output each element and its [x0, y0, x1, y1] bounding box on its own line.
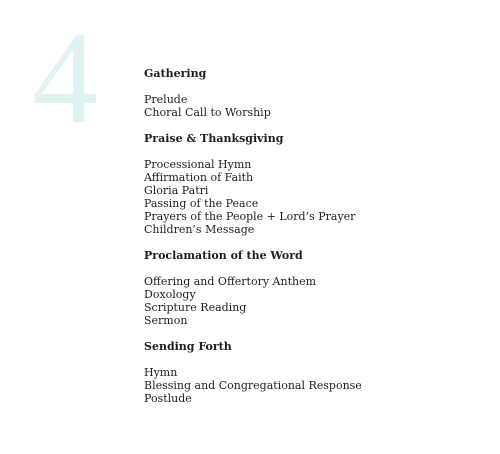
item-list [144, 275, 484, 327]
list-item: Postlude [144, 392, 192, 405]
section-title: Proclamation of the Word [144, 249, 303, 262]
list-item: Offering and Offertory Anthem [144, 275, 317, 288]
section-title: Sending Forth [144, 340, 232, 353]
list-item: Processional Hymn [144, 158, 252, 171]
order-of-worship [144, 67, 484, 418]
list-item: Hymn [144, 366, 178, 379]
list-item: Prayers of the People + Lord’s Prayer [144, 210, 356, 223]
section-proclamation [144, 249, 484, 327]
section-title: Praise & Thanksgiving [144, 132, 284, 145]
list-item: Children’s Message [144, 223, 255, 236]
section-title: Gathering [144, 67, 207, 80]
list-item: Doxology [144, 288, 196, 301]
list-item: Passing of the Peace [144, 197, 259, 210]
list-item: Prelude [144, 93, 188, 106]
item-list [144, 93, 484, 119]
item-list [144, 158, 484, 236]
list-item: Blessing and Congregational Response [144, 379, 362, 392]
list-item: Scripture Reading [144, 301, 247, 314]
section-gathering [144, 67, 484, 119]
list-item: Affirmation of Faith [144, 171, 254, 184]
section-number: 4 [32, 4, 98, 151]
list-item: Gloria Patri [144, 184, 209, 197]
section-sending-forth [144, 340, 484, 405]
list-item: Choral Call to Worship [144, 106, 271, 119]
item-list [144, 366, 484, 405]
section-praise-thanksgiving [144, 132, 484, 236]
list-item: Sermon [144, 314, 188, 327]
